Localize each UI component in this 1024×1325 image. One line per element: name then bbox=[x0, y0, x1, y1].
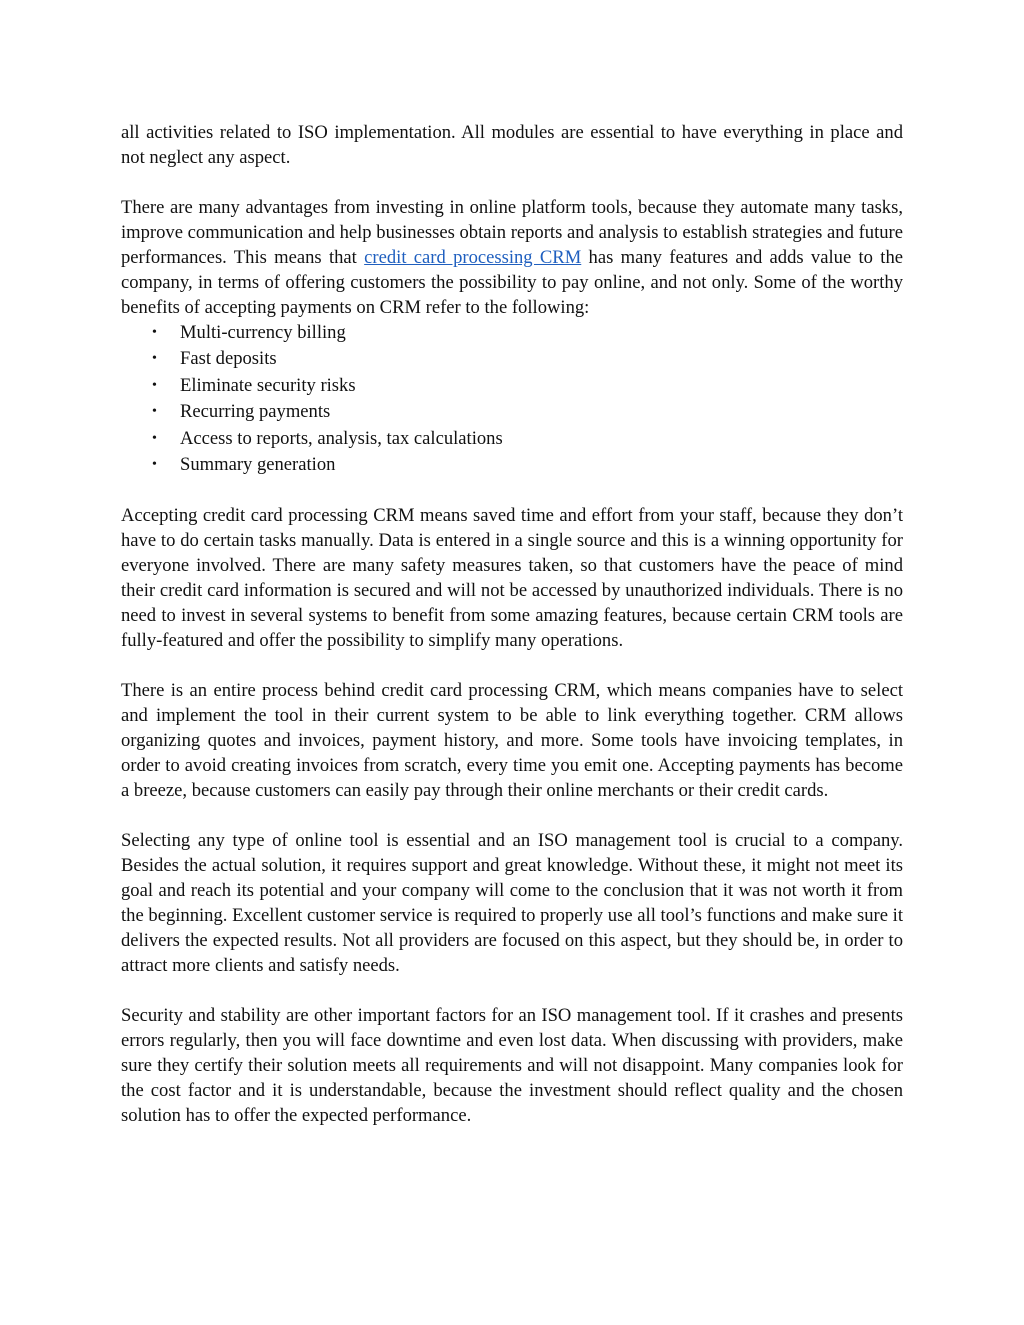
list-item bbox=[121, 346, 903, 372]
bullet-icon: • bbox=[152, 325, 157, 340]
paragraph-platform-advantages bbox=[121, 195, 903, 320]
benefits-list bbox=[121, 320, 903, 478]
bullet-icon: • bbox=[152, 351, 157, 367]
list-item-text: Multi-currency billing bbox=[180, 322, 346, 343]
paragraph-text-after-link: has many features and adds value to the company, in terms of offering customers the possibility to pay online, and not only. Some of the worthy benefits of accepting payments on CRM refer to the following: bbox=[121, 247, 903, 318]
list-item bbox=[121, 373, 903, 399]
credit-card-processing-crm-link[interactable]: credit card processing CRM bbox=[364, 247, 582, 268]
bullet-icon: • bbox=[152, 377, 157, 393]
bullet-icon: • bbox=[152, 457, 157, 473]
paragraph-saved-time: Accepting credit card processing CRM means saved time and effort from your staff, because they don’t have to do certain tasks manually. Data is entered in a single source and this is a winning opportunity for everyone involved. There are many safety measures taken, so that customers have the peace of mind their credit card information is secured and will not be accessed by unauthorized individuals. There is no need to invest in several systems to benefit from some amazing features, because certain CRM tools are fully-featured and offer the possibility to simplify many operations. bbox=[121, 505, 903, 652]
list-item-text: Summary generation bbox=[180, 454, 336, 476]
list-item-text: Fast deposits bbox=[180, 348, 277, 370]
list-item-text: Eliminate security risks bbox=[180, 374, 356, 396]
paragraph-crm-process: There is an entire process behind credit card processing CRM, which means companies have to select and implement the tool in their current system to be able to link everything together. CRM allows organizing quotes and invoices, payment history, and more. Some tools have invoicing templates, in order to avoid creating invoices from scratch, every time you emit one. Accepting payments has become a breeze, because customers can easily pay through their online merchants or their credit cards. bbox=[121, 680, 903, 802]
list-item bbox=[121, 452, 903, 478]
paragraph-text-before-link: There are many advantages from investing in online platform tools, because they automate many tasks, improve communication and help businesses obtain reports and analysis to establish strategies and future performances. This means that bbox=[121, 197, 903, 268]
paragraph-iso-management-tool: Selecting any type of online tool is essential and an ISO management tool is crucial to a company. Besides the actual solution, it requires support and great knowledge. Without these, it might not meet its goal and reach its potential and your company will come to the conclusion that it was not worth it from the beginning. Excellent customer service is required to properly use all tool’s functions and make sure it delivers the expected results. Not all providers are focused on this aspect, but they should be, in order to attract more clients and satisfy needs. bbox=[121, 830, 903, 977]
list-item-text: Access to reports, analysis, tax calculations bbox=[180, 427, 503, 449]
bullet-icon: • bbox=[152, 404, 157, 420]
bullet-icon: • bbox=[152, 430, 157, 446]
document-page bbox=[121, 120, 903, 1153]
paragraph-iso-implementation: all activities related to ISO implementation. All modules are essential to have everything in place and not neglect any aspect. bbox=[121, 122, 903, 168]
paragraph-security-stability: Security and stability are other important factors for an ISO management tool. If it crashes and presents errors regularly, then you will face downtime and even lost data. When discussing with providers, make sure they certify their solution meets all requirements and will not disappoint. Many companies look for the cost factor and it is understandable, because the investment should reflect quality and the chosen solution has to offer the expected performance. bbox=[121, 1005, 903, 1127]
list-item bbox=[121, 320, 903, 346]
list-item bbox=[121, 426, 903, 452]
list-item bbox=[121, 399, 903, 425]
list-item-text: Recurring payments bbox=[180, 401, 331, 423]
